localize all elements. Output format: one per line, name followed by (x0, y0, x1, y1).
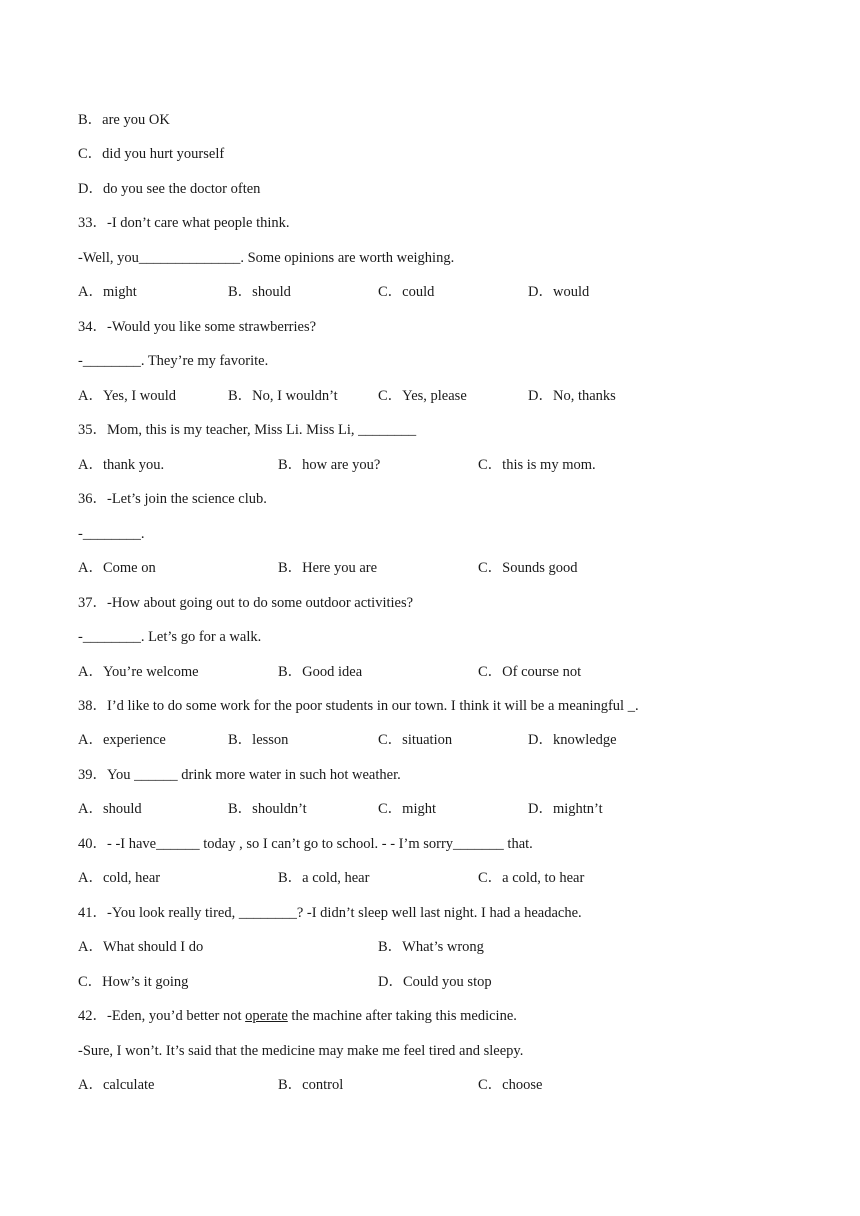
option: A．should (78, 801, 142, 817)
question-40: 40．- -I have______ today , so I can’t go to school. - - I’m sorry_______ that. (78, 836, 533, 852)
option: B．how are you? (278, 457, 381, 473)
option: B．What’s wrong (378, 939, 484, 955)
option: B．shouldn’t (228, 801, 307, 817)
option: B．a cold, hear (278, 870, 370, 886)
underlined-word: operate (245, 1008, 288, 1024)
option: C．a cold, to hear (478, 870, 585, 886)
option: A．What should I do (78, 939, 204, 955)
question-42-text-start: 42．-Eden, you’d better not (78, 1008, 246, 1024)
option: B．control (278, 1077, 344, 1093)
option: B．should (228, 284, 291, 300)
option: C．Sounds good (478, 560, 578, 576)
option: D．mightn’t (528, 801, 603, 817)
question-34-reply: -________. They’re my favorite. (78, 353, 269, 369)
question-37-reply: -________. Let’s go for a walk. (78, 629, 262, 645)
option: C．this is my mom. (478, 457, 596, 473)
option: A．might (78, 284, 137, 300)
question-37: 37．-How about going out to do some outdoor activities? (78, 595, 414, 611)
question-36: 36．-Let’s join the science club. (78, 491, 267, 507)
option: C．situation (378, 732, 453, 748)
option-line: C．did you hurt yourself (78, 146, 225, 162)
question-42 (78, 1006, 517, 1026)
option: D．would (528, 284, 590, 300)
option: D．No, thanks (528, 388, 616, 404)
option: A．Yes, I would (78, 388, 177, 404)
option: A．cold, hear (78, 870, 161, 886)
question-35: 35．Mom, this is my teacher, Miss Li. Miss Li, ________ (78, 422, 417, 438)
option: A．thank you. (78, 457, 165, 473)
option: A．calculate (78, 1077, 155, 1093)
option-line: D．do you see the doctor often (78, 181, 261, 197)
question-33: 33．-I don’t care what people think. (78, 215, 290, 231)
question-39: 39．You ______ drink more water in such hot weather. (78, 767, 401, 783)
option-line: B．are you OK (78, 112, 170, 128)
question-36-reply: -________. (78, 526, 145, 542)
option: C．Yes, please (378, 388, 467, 404)
option: C．choose (478, 1077, 543, 1093)
option: A．Come on (78, 560, 156, 576)
question-41: 41．-You look really tired, ________? -I didn’t sleep well last night. I had a headache. (78, 905, 582, 921)
question-42-reply: -Sure, I won’t. It’s said that the medicine may make me feel tired and sleepy. (78, 1043, 524, 1059)
option: C．How’s it going (78, 974, 189, 990)
question-38: 38．I’d like to do some work for the poor students in our town. I think it will be a meaningful _. (78, 698, 639, 714)
option: D．knowledge (528, 732, 617, 748)
option: A．experience (78, 732, 166, 748)
option: A．You’re welcome (78, 664, 199, 680)
option: D．Could you stop (378, 974, 492, 990)
option: B．Good idea (278, 664, 363, 680)
option: B．Here you are (278, 560, 378, 576)
option: B．lesson (228, 732, 289, 748)
question-33-reply: -Well, you______________. Some opinions are worth weighing. (78, 250, 455, 266)
option: C．Of course not (478, 664, 582, 680)
option: C．could (378, 284, 435, 300)
question-42-text-end: the machine after taking this medicine. (287, 1008, 517, 1024)
question-34: 34．-Would you like some strawberries? (78, 319, 317, 335)
option: B．No, I wouldn’t (228, 388, 338, 404)
option: C．might (378, 801, 437, 817)
